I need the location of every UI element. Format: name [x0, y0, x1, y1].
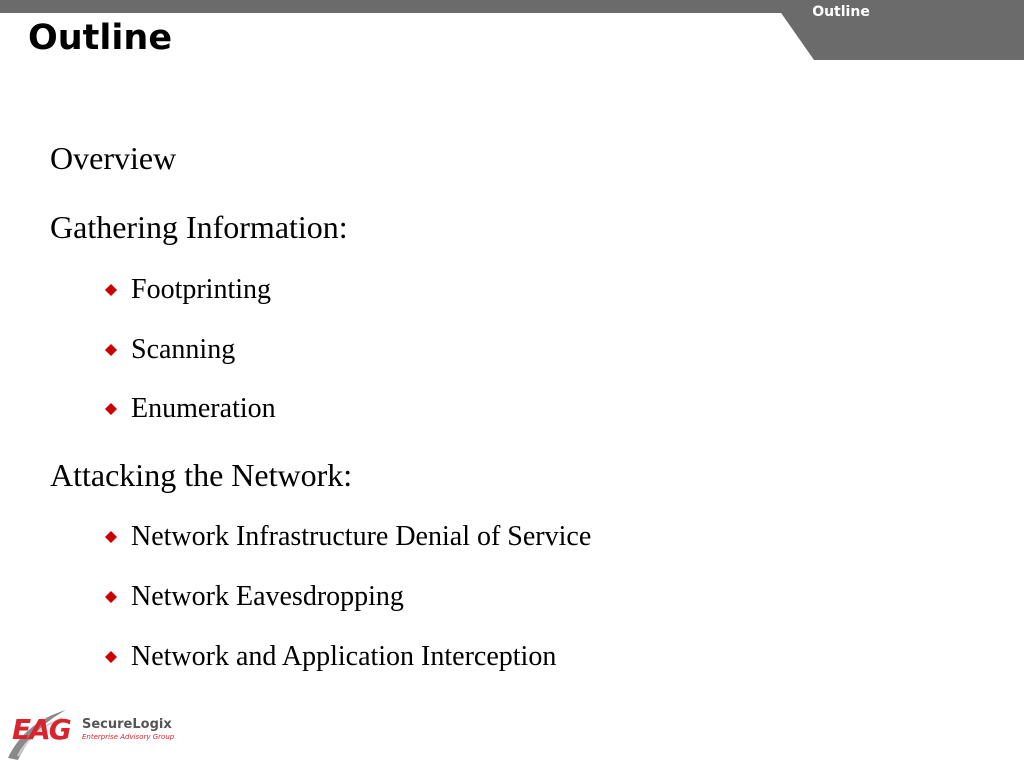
outline-subitem-label: Network Infrastructure Denial of Service: [131, 521, 592, 552]
outline-subitem-label: Network and Application Interception: [131, 641, 557, 672]
diamond-bullet-icon: [105, 403, 117, 415]
diamond-bullet-icon: [105, 651, 117, 663]
outline-subitem: [105, 334, 235, 366]
logo-mark-text: EAG: [12, 713, 70, 746]
slide-title: Outline: [28, 18, 173, 58]
logo-tagline: Enterprise Advisory Group: [82, 733, 175, 741]
outline-heading-attacking: Attacking the Network:: [50, 457, 353, 493]
outline-subitem-label: Scanning: [131, 334, 236, 365]
outline-subitem-label: Network Eavesdropping: [131, 581, 404, 612]
diamond-bullet-icon: [105, 344, 117, 356]
section-tab: [772, 0, 1024, 60]
outline-subitem: [105, 581, 404, 613]
diamond-bullet-icon: [105, 591, 117, 603]
outline-subitem: [105, 521, 591, 553]
company-logo: [4, 706, 204, 764]
section-tab-label: Outline: [812, 4, 870, 20]
outline-subitem-label: Footprinting: [131, 274, 272, 305]
outline-item-overview: Overview: [50, 140, 177, 176]
outline-subitem-label: Enumeration: [131, 393, 276, 424]
outline-subitem: [105, 393, 276, 425]
logo-brand-text: SecureLogix: [82, 717, 172, 732]
outline-heading-gathering: Gathering Information:: [50, 209, 348, 245]
diamond-bullet-icon: [105, 531, 117, 543]
outline-subitem: [105, 641, 556, 673]
diamond-bullet-icon: [105, 284, 117, 296]
outline-subitem: [105, 274, 271, 306]
